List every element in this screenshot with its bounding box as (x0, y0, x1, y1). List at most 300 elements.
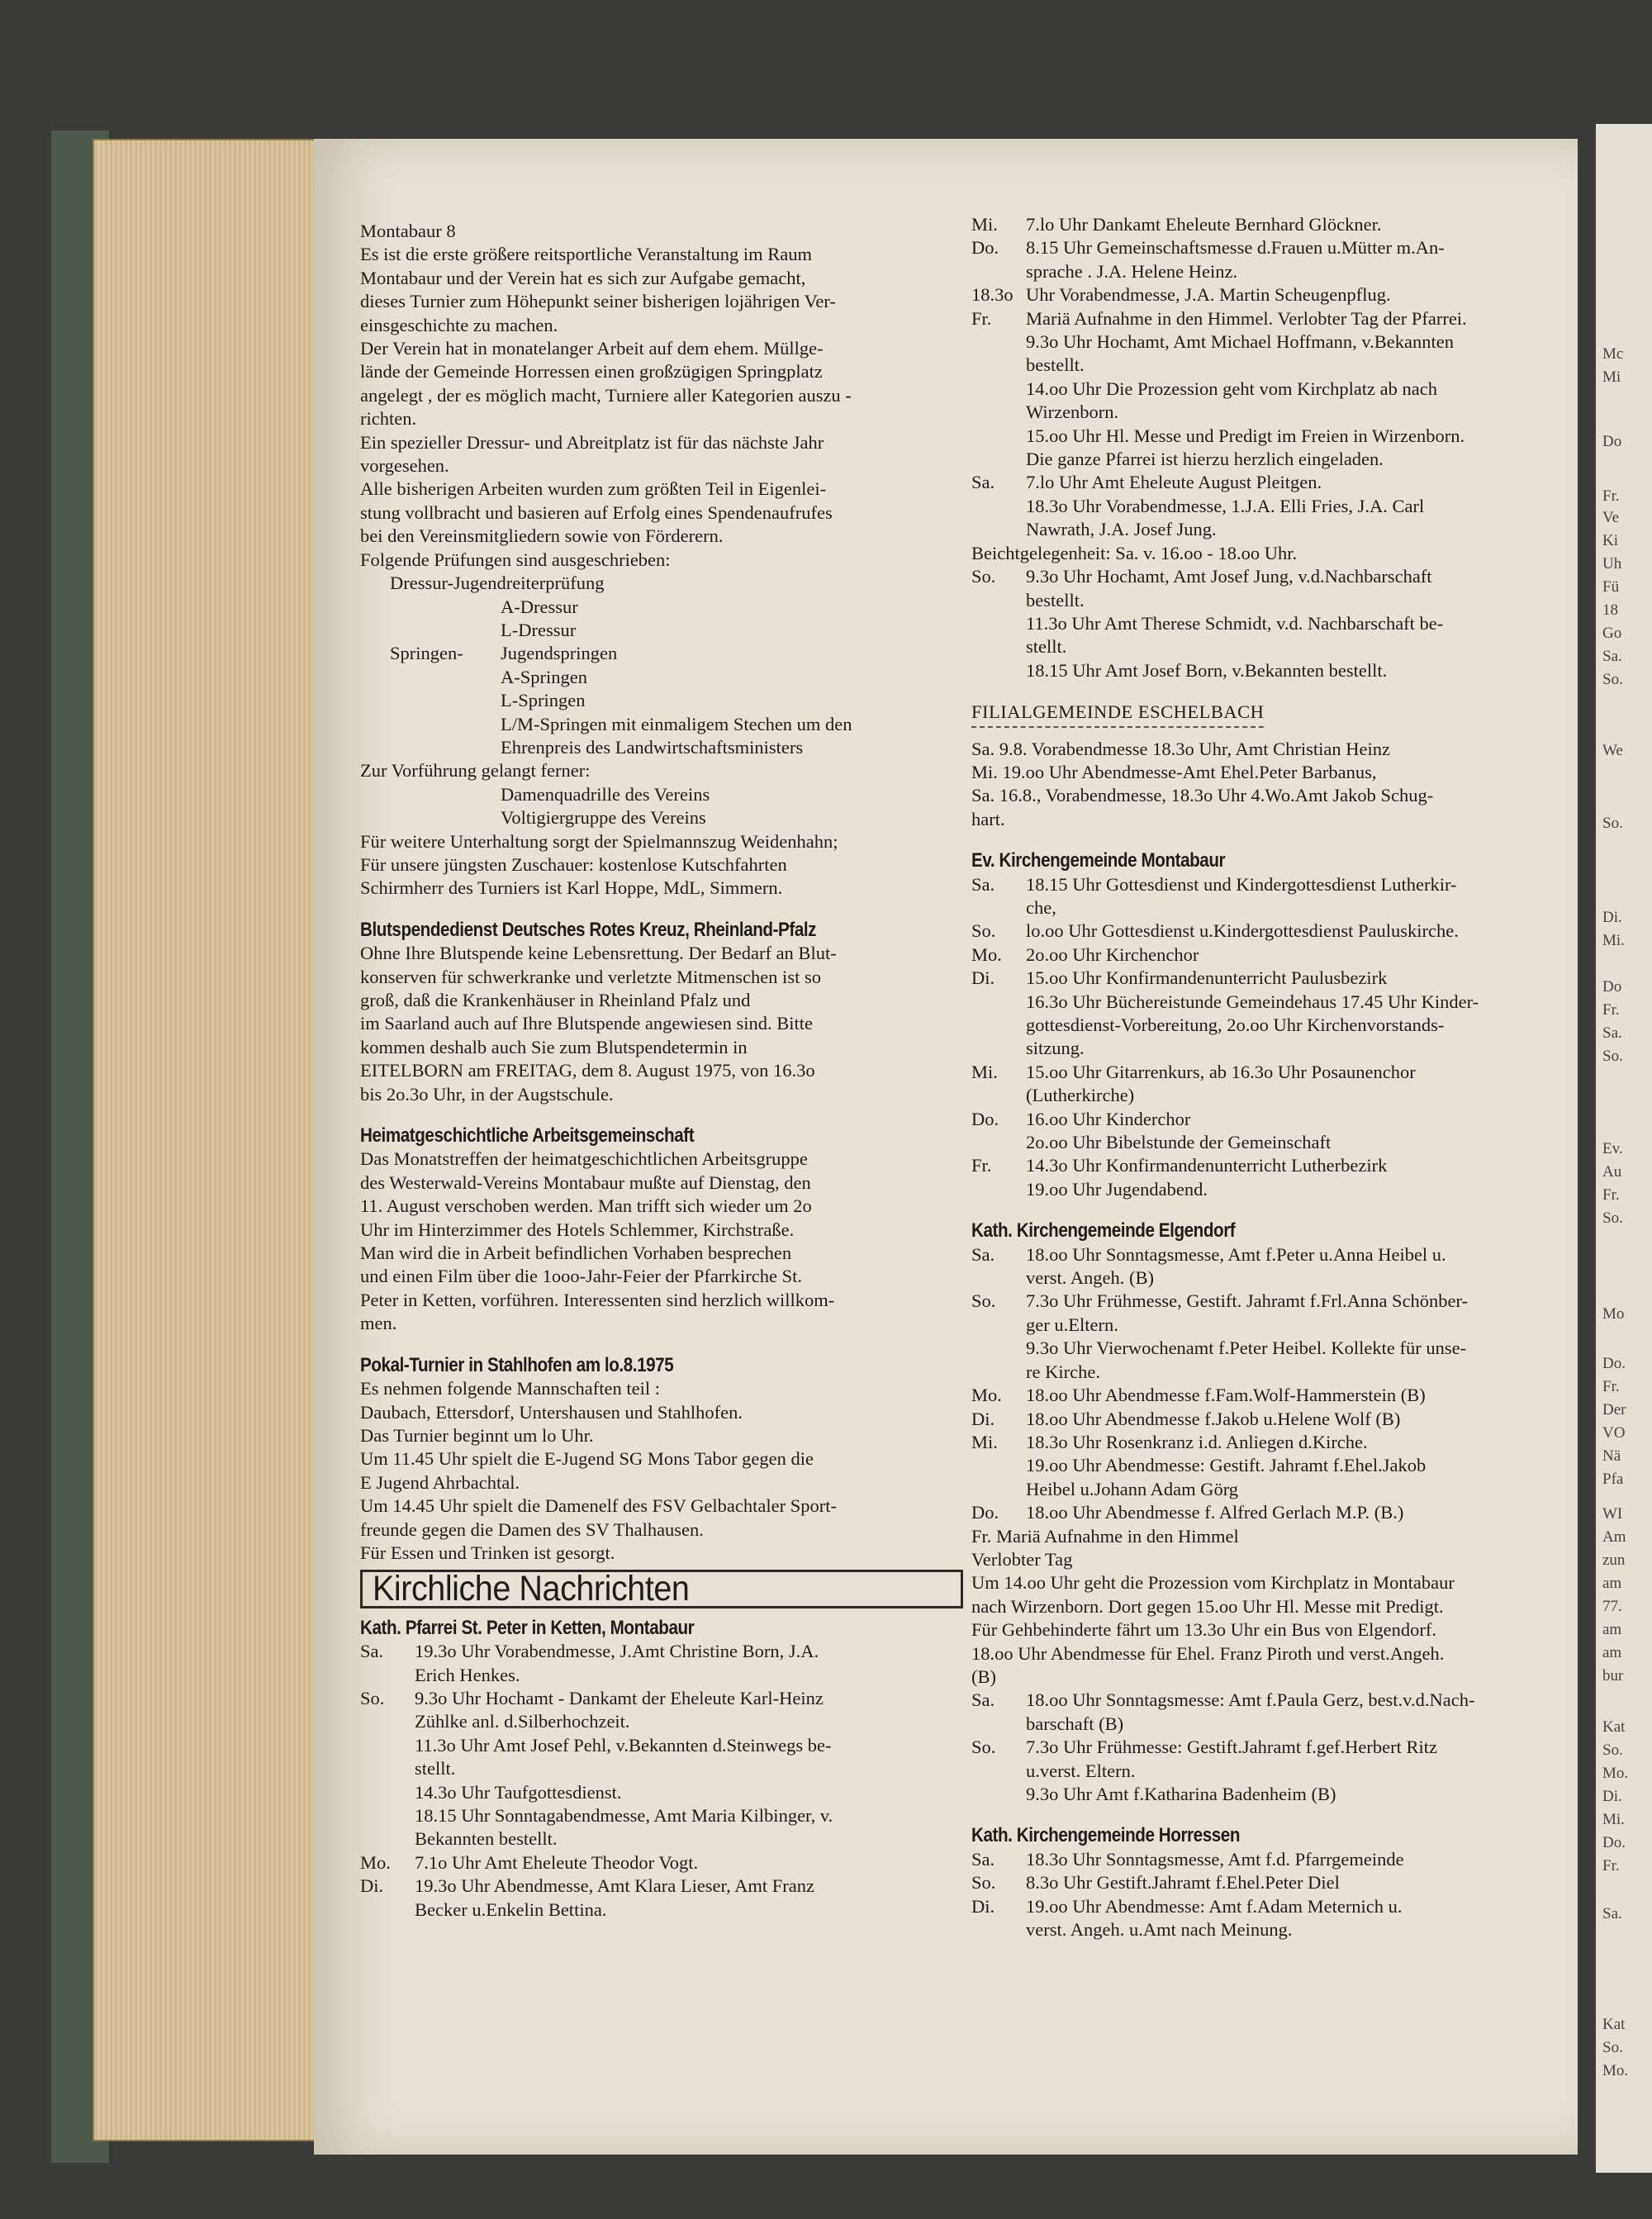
schedule-row (971, 213, 1583, 236)
schedule-row (971, 1361, 1583, 1384)
text-line: Uhr im Hinterzimmer des Hotels Schlemmer, Kirchstraße. (360, 1219, 795, 1240)
kirchliche-nachrichten-title: Kirchliche Nachrichten (373, 1569, 690, 1609)
next-page-text: So. (1602, 671, 1623, 688)
schedule-row (971, 518, 1583, 541)
day-label: Sa. (971, 1689, 995, 1711)
horressen-schedule (971, 1848, 1583, 1942)
eschelbach-text (971, 738, 1583, 832)
entry-text: 19.oo Uhr Abendmesse: Gestift. Jahramt f.Ehel.Jakob (1026, 1455, 1427, 1476)
text-line: 11. August verschoben werden. Man trifft sich wieder um 2o (360, 1195, 812, 1217)
entry-text: stellt. (415, 1758, 456, 1779)
day-label: Do. (971, 1502, 999, 1523)
day-label (971, 635, 1026, 658)
springen-item: Jugendspringen (501, 643, 618, 664)
text-line: Daubach, Ettersdorf, Untershausen und Stahlhofen. (360, 1401, 743, 1423)
ev-schedule (971, 873, 1583, 1202)
day-label: Di. (971, 967, 995, 989)
day-label (360, 1664, 415, 1687)
text-line: Montabaur und der Verein hat es sich zur Aufgabe gemacht, (360, 267, 806, 288)
beicht-line: Beichtgelegenheit: Sa. v. 16.oo - 18.oo Uhr. (971, 542, 1298, 563)
day-label (360, 1827, 415, 1851)
schedule-row (360, 1640, 955, 1663)
next-page-text: Do. (1602, 1355, 1626, 1372)
text-line: Man wird die in Arbeit befindlichen Vorhaben besprechen (360, 1243, 792, 1264)
entry-text: 18.oo Uhr Abendmesse f.Fam.Wolf-Hammerstein (B) (1026, 1385, 1426, 1406)
day-label (971, 354, 1026, 377)
ketten-heading: Kath. Pfarrei St. Peter in Ketten, Montabaur (360, 1616, 695, 1639)
entry-text: 15.oo Uhr Hl. Messe und Predigt im Freien in Wirzenborn. (1026, 425, 1465, 446)
next-page-text: bur (1602, 1667, 1624, 1684)
springen-label: Springen- (390, 643, 463, 664)
next-page-text: Go (1602, 625, 1622, 642)
next-page-text: Der (1602, 1401, 1626, 1418)
day-label (971, 1178, 1026, 1201)
text-line: Es nehmen folgende Mannschaften teil : (360, 1378, 661, 1399)
text-line: richten. (360, 408, 417, 430)
day-label (971, 1037, 1026, 1060)
next-page-text: We (1602, 742, 1623, 759)
day-label (971, 378, 1026, 401)
next-page-text: WI (1602, 1505, 1623, 1523)
text-line: nach Wirzenborn. Dort gegen 15.oo Uhr Hl. Messe mit Predigt. (971, 1595, 1444, 1617)
entry-text: che, (1026, 896, 1056, 918)
schedule-row (971, 401, 1583, 424)
next-page-text: am (1602, 1644, 1622, 1661)
schedule-row (360, 1757, 955, 1780)
schedule-row (971, 307, 1583, 330)
schedule-row (971, 330, 1583, 354)
schedule-row (971, 471, 1583, 494)
entry-text: 7.3o Uhr Frühmesse, Gestift. Jahramt f.Frl.Anna Schönber- (1026, 1290, 1469, 1312)
text-line: freunde gegen die Damen des SV Thalhausen. (360, 1518, 704, 1540)
next-page-text: Mc (1602, 345, 1624, 363)
text-line: Folgende Prüfungen sind ausgeschrieben: (360, 549, 671, 570)
entry-text: Bekannten bestellt. (415, 1828, 558, 1850)
day-label (971, 330, 1026, 354)
vorfuehrung-item: Damenquadrille des Vereins (501, 783, 710, 805)
entry-text: 15.oo Uhr Gitarrenkurs, ab 16.3o Uhr Posaunenchor (1026, 1061, 1416, 1082)
next-page-text: Do (1602, 433, 1622, 450)
entry-text: bestellt. (1026, 589, 1085, 611)
text-line: Montabaur 8 (360, 221, 456, 241)
schedule-row (971, 1178, 1583, 1201)
elgendorf-schedule (971, 1243, 1583, 1525)
text-line: und einen Film über die 1ooo-Jahr-Feier der Pfarrkirche St. (360, 1266, 803, 1287)
day-label (360, 1898, 415, 1922)
entry-text: Uhr Vorabendmesse, J.A. Martin Scheugenpflug. (1026, 284, 1391, 306)
day-label (971, 659, 1026, 682)
next-page-text: zun (1602, 1551, 1626, 1569)
day-label (971, 518, 1026, 541)
day-label: Di. (971, 1408, 995, 1429)
springen-item: L/M-Springen mit einmaligem Stechen um den (501, 713, 852, 734)
entry-text: ger u.Eltern. (1026, 1314, 1118, 1335)
text-line: (B) (971, 1665, 996, 1687)
day-label: So. (971, 1872, 996, 1894)
schedule-row (971, 236, 1583, 259)
text-line: Schirmherr des Turniers ist Karl Hoppe, MdL, Simmern. (360, 877, 783, 899)
entry-text: Wirzenborn. (1026, 402, 1119, 423)
schedule-row (971, 448, 1583, 471)
text-line: angelegt , der es möglich macht, Turniere aller Kategorien auszu - (360, 384, 852, 406)
next-page-text: Fr. (1602, 1186, 1620, 1204)
text-line: Um 14.oo Uhr geht die Prozession vom Kirchplatz in Montabaur (971, 1572, 1455, 1594)
next-page-text: Fr. (1602, 1857, 1620, 1875)
next-page-text: Au (1602, 1163, 1622, 1181)
day-label: Mo. (360, 1851, 391, 1873)
next-page-text: Am (1602, 1528, 1626, 1546)
text-line: Ohne Ihre Blutspende keine Lebensrettung. Der Bedarf an Blut- (360, 943, 837, 964)
day-label (971, 1314, 1026, 1337)
entry-text: barschaft (B) (1026, 1713, 1124, 1734)
entry-text: 11.3o Uhr Amt Therese Schmidt, v.d. Nachbarschaft be- (1026, 612, 1444, 634)
day-label (360, 1734, 415, 1757)
entry-text: lo.oo Uhr Gottesdienst u.Kindergottesdienst Pauluskirche. (1026, 920, 1459, 942)
text-line: bis 2o.3o Uhr, in der Augstschule. (360, 1083, 614, 1105)
entry-text: 18.15 Uhr Amt Josef Born, v.Bekannten bestellt. (1026, 659, 1388, 681)
schedule-row (360, 1781, 955, 1804)
schedule-row (971, 896, 1583, 919)
schedule-row (971, 1266, 1583, 1290)
day-label: Sa. (971, 1848, 995, 1870)
entry-text: 7.lo Uhr Dankamt Eheleute Bernhard Glöckner. (1026, 214, 1382, 235)
schedule-row (971, 378, 1583, 401)
entry-text: 2o.oo Uhr Bibelstunde der Gemeinschaft (1026, 1132, 1332, 1153)
entry-text: 7.1o Uhr Amt Eheleute Theodor Vogt. (415, 1851, 699, 1873)
day-label: Fr. (971, 307, 992, 329)
entry-text: 7.3o Uhr Frühmesse: Gestift.Jahramt f.gef.Herbert Ritz (1026, 1737, 1437, 1758)
schedule-row (971, 565, 1583, 588)
schedule-row (971, 1037, 1583, 1060)
next-page-text: Mi (1602, 368, 1621, 386)
schedule-row (971, 919, 1583, 943)
horressen-heading: Kath. Kirchengemeinde Horressen (971, 1824, 1241, 1847)
kirchliche-nachrichten-box (360, 1570, 963, 1608)
entry-text: 18.15 Uhr Sonntagabendmesse, Amt Maria Kilbinger, v. (415, 1805, 833, 1826)
elgendorf-schedule-2 (971, 1689, 1583, 1806)
day-label (360, 1804, 415, 1827)
day-label (360, 1757, 415, 1780)
schedule-row (360, 1827, 955, 1851)
heimat-text (360, 1148, 955, 1335)
next-page-text: Ve (1602, 509, 1620, 526)
day-label (971, 1454, 1026, 1477)
springen-block (360, 642, 955, 759)
vorfuehrung-item: Voltigiergruppe des Vereins (501, 807, 706, 829)
sunday-schedule (971, 565, 1583, 682)
page-edges (93, 139, 335, 2141)
ketten-schedule-continued (971, 213, 1583, 542)
schedule-row (971, 1689, 1583, 1712)
next-page-text: Fü (1602, 578, 1620, 596)
entry-text: 18.oo Uhr Sonntagsmesse: Amt f.Paula Gerz, best.v.d.Nach- (1026, 1689, 1475, 1711)
heimat-heading: Heimatgeschichtliche Arbeitsgemeinschaft (360, 1124, 695, 1148)
day-label: Do. (971, 1108, 999, 1129)
next-page-text: Uh (1602, 555, 1622, 573)
day-label: Sa. (971, 472, 995, 493)
schedule-row (971, 635, 1583, 658)
day-label: Mo. (971, 1385, 1002, 1406)
vorfuehrung-label: Zur Vorführung gelangt ferner: (360, 760, 591, 782)
entry-text: 18.3o Uhr Sonntagsmesse, Amt f.d. Pfarrgemeinde (1026, 1848, 1404, 1870)
next-page-text: Fr. (1602, 487, 1620, 505)
next-page-text: Do. (1602, 1834, 1626, 1851)
day-label (971, 448, 1026, 471)
schedule-row (971, 354, 1583, 377)
day-label (971, 589, 1026, 612)
entry-text: Becker u.Enkelin Bettina. (415, 1898, 607, 1920)
dressur-items (360, 596, 955, 643)
entry-text: 14.3o Uhr Taufgottesdienst. (415, 1781, 622, 1803)
next-page-text: Kat (1602, 2016, 1626, 2033)
text-line: Das Turnier beginnt um lo Uhr. (360, 1424, 594, 1446)
day-label (971, 1918, 1026, 1941)
next-page-text: So. (1602, 2039, 1623, 2056)
next-page-text: Sa. (1602, 1024, 1622, 1042)
schedule-row (971, 1290, 1583, 1313)
entry-text: Heibel u.Johann Adam Görg (1026, 1478, 1239, 1499)
next-page-text: Fr. (1602, 1001, 1620, 1019)
entry-text: 14.3o Uhr Konfirmandenunterricht Lutherbezirk (1026, 1155, 1388, 1176)
text-line: Der Verein hat in monatelanger Arbeit auf dem ehem. Müllge- (360, 338, 824, 359)
day-label: Di. (360, 1875, 384, 1897)
text-line: des Westerwald-Vereins Montabaur mußte auf Dienstag, den (360, 1171, 811, 1193)
entry-text: sitzung. (1026, 1038, 1085, 1059)
entry-text: 18.3o Uhr Rosenkranz i.d. Anliegen d.Kirche. (1026, 1431, 1368, 1452)
closing-lines (360, 830, 955, 900)
day-label (360, 1781, 415, 1804)
next-page-text: 18 (1602, 601, 1618, 619)
springen-item: L-Springen (501, 690, 586, 711)
schedule-row (360, 1710, 955, 1733)
day-label: Mi. (971, 1431, 998, 1452)
dressur-label: Dressur-Jugendreiterprüfung (390, 573, 605, 594)
schedule-row (971, 1783, 1583, 1806)
schedule-row (971, 495, 1583, 518)
text-line: bei den Vereinsmitgliedern sowie von Förderern. (360, 525, 724, 547)
entry-text: 15.oo Uhr Konfirmandenunterricht Paulusbezirk (1026, 967, 1388, 989)
day-label (971, 260, 1026, 283)
entry-text: 19.3o Uhr Abendmesse, Amt Klara Lieser, Amt Franz (415, 1875, 815, 1897)
entry-text: 8.3o Uhr Gestift.Jahramt f.Ehel.Peter Diel (1026, 1872, 1340, 1894)
entry-text: 9.3o Uhr Vierwochenamt f.Peter Heibel. Kollekte für unse- (1026, 1338, 1467, 1359)
entry-text: 19.oo Uhr Jugendabend. (1026, 1178, 1208, 1200)
schedule-row (971, 1895, 1583, 1918)
schedule-row (971, 1108, 1583, 1131)
schedule-row (971, 1478, 1583, 1501)
left-column (360, 220, 955, 1922)
next-page-text: Di. (1602, 909, 1622, 926)
entry-text: 7.lo Uhr Amt Eheleute August Pleitgen. (1026, 472, 1322, 493)
vorfuehrung-items (360, 783, 955, 830)
springen-item: Ehrenpreis des Landwirtschaftsministers (501, 736, 804, 758)
day-label: So. (971, 1290, 996, 1312)
text-line: konserven für schwerkranke und verletzte Mitmenschen ist so (360, 966, 821, 987)
text-line: Alle bisherigen Arbeiten wurden zum größten Teil in Eigenlei- (360, 478, 827, 500)
text-line: stung vollbracht und basieren auf Erfolg eines Spendenaufrufes (360, 501, 833, 523)
pokal-heading: Pokal-Turnier in Stahlhofen am lo.8.1975 (360, 1353, 674, 1376)
day-label: Mi. (971, 1061, 998, 1082)
text-line: groß, daß die Krankenhäuser in Rheinland Pfalz und (360, 990, 751, 1010)
schedule-row (360, 1898, 955, 1922)
schedule-row (971, 991, 1583, 1014)
text-line: Es ist die erste größere reitsportliche Veranstaltung im Raum (360, 244, 812, 265)
schedule-row (971, 1131, 1583, 1154)
day-label (971, 1266, 1026, 1290)
next-page-text: Fr. (1602, 1378, 1620, 1395)
schedule-row (971, 1736, 1583, 1759)
schedule-row (360, 1734, 955, 1757)
entry-text: re Kirche. (1026, 1361, 1100, 1382)
text-line: dieses Turnier zum Höhepunkt seiner bisherigen lojährigen Ver- (360, 291, 836, 312)
elgendorf-heading: Kath. Kirchengemeinde Elgendorf (971, 1219, 1236, 1243)
schedule-row (971, 1431, 1583, 1454)
schedule-row (971, 873, 1583, 896)
blutspende-text (360, 942, 955, 1106)
entry-text: stellt. (1026, 636, 1067, 658)
entry-text: 14.oo Uhr Die Prozession geht vom Kirchplatz ab nach (1026, 378, 1437, 399)
entry-text: 16.oo Uhr Kinderchor (1026, 1108, 1191, 1129)
schedule-row (971, 425, 1583, 448)
day-label (971, 1337, 1026, 1360)
entry-text: 11.3o Uhr Amt Josef Pehl, v.Bekannten d.Steinwegs be- (415, 1734, 832, 1756)
day-label: Do. (971, 237, 999, 259)
next-page-fragment (1596, 124, 1652, 2173)
entry-text: 16.3o Uhr Büchereistunde Gemeindehaus 17.45 Uhr Kinder- (1026, 991, 1479, 1012)
schedule-row (971, 1243, 1583, 1266)
day-label (971, 425, 1026, 448)
schedule-row (971, 1337, 1583, 1360)
text-line: Fr. Mariä Aufnahme in den Himmel (971, 1525, 1239, 1547)
text-line: Für Gehbehinderte fährt um 13.3o Uhr ein Bus von Elgendorf. (971, 1619, 1437, 1641)
next-page-text: Ev. (1602, 1140, 1623, 1157)
day-label (971, 1084, 1026, 1107)
entry-text: Die ganze Pfarrei ist hierzu herzlich eingeladen. (1026, 449, 1384, 470)
day-label (971, 1361, 1026, 1384)
day-label: So. (360, 1687, 385, 1708)
text-line: Für unsere jüngsten Zuschauer: kostenlose Kutschfahrten (360, 853, 787, 875)
day-label (971, 495, 1026, 518)
text-line: kommen deshalb auch Sie zum Blutspendetermin in (360, 1036, 748, 1057)
elgendorf-text (971, 1525, 1583, 1689)
schedule-row (971, 589, 1583, 612)
next-page-text: Sa. (1602, 648, 1622, 665)
text-line: lände der Gemeinde Horressen einen großzügigen Springplatz (360, 361, 823, 383)
day-label (971, 991, 1026, 1014)
text-line: Das Monatstreffen der heimatgeschichtlichen Arbeitsgruppe (360, 1148, 808, 1170)
day-label (971, 612, 1026, 635)
text-line: men. (360, 1313, 397, 1334)
schedule-row (971, 1061, 1583, 1084)
next-page-text: Do (1602, 978, 1622, 995)
intro-article (360, 220, 955, 572)
next-page-text: Kat (1602, 1718, 1626, 1736)
dressur-row (360, 572, 955, 595)
entry-text: bestellt. (1026, 354, 1085, 376)
day-label (360, 1710, 415, 1733)
entry-text: 9.3o Uhr Hochamt, Amt Michael Hoffmann, v.Bekannten (1026, 331, 1455, 353)
pokal-text (360, 1377, 955, 1565)
next-page-text: Mo (1602, 1305, 1625, 1323)
text-line: Peter in Ketten, vorführen. Interessenten sind herzlich willkom- (360, 1289, 835, 1310)
text-line: einsgeschichte zu machen. (360, 314, 558, 335)
next-page-text: So. (1602, 1741, 1623, 1759)
text-line: 18.oo Uhr Abendmesse für Ehel. Franz Piroth und verst.Angeh. (971, 1642, 1445, 1664)
schedule-row (971, 1014, 1583, 1037)
next-page-text: Mi. (1602, 932, 1625, 949)
entry-text: sprache . J.A. Helene Heinz. (1026, 260, 1238, 282)
schedule-row (971, 1848, 1583, 1871)
next-page-text: Ki (1602, 532, 1618, 549)
schedule-row (971, 967, 1583, 990)
text-line: im Saarland auch auf Ihre Blutspende angewiesen sind. Bitte (360, 1013, 813, 1034)
dressur-item: L-Dressur (501, 619, 577, 640)
entry-text: 9.3o Uhr Amt f.Katharina Badenheim (B) (1026, 1784, 1336, 1804)
entry-text: Mariä Aufnahme in den Himmel. Verlobter Tag der Pfarrei. (1026, 307, 1467, 329)
springen-item: A-Springen (501, 666, 587, 687)
schedule-row (360, 1804, 955, 1827)
schedule-row (971, 1760, 1583, 1783)
schedule-row (971, 659, 1583, 682)
entry-text: 18.oo Uhr Abendmesse f.Jakob u.Helene Wolf (B) (1026, 1408, 1401, 1429)
schedule-row (971, 1501, 1583, 1524)
day-label: So. (971, 566, 996, 587)
next-page-text: am (1602, 1621, 1622, 1638)
next-page-text: So. (1602, 815, 1623, 832)
schedule-row (971, 1713, 1583, 1736)
day-label (971, 401, 1026, 424)
entry-text: 2o.oo Uhr Kirchenchor (1026, 943, 1199, 965)
day-label (971, 1014, 1026, 1037)
next-page-text: Mo. (1602, 1765, 1629, 1782)
schedule-row (971, 612, 1583, 635)
text-line: Für Essen und Trinken ist gesorgt. (360, 1542, 615, 1563)
next-page-text: am (1602, 1575, 1622, 1592)
entry-text: 18.oo Uhr Sonntagsmesse, Amt f.Peter u.Anna Heibel u. (1026, 1243, 1446, 1265)
day-label: Sa. (971, 873, 995, 895)
entry-text: 19.3o Uhr Vorabendmesse, J.Amt Christine Born, J.A. (415, 1641, 819, 1662)
text-line: Sa. 16.8., Vorabendmesse, 18.3o Uhr 4.Wo.Amt Jakob Schug- (971, 785, 1434, 806)
next-page-text: Nä (1602, 1447, 1621, 1465)
day-label: Sa. (360, 1641, 384, 1662)
dressur-item: A-Dressur (501, 596, 578, 617)
entry-text: 9.3o Uhr Hochamt, Amt Josef Jung, v.d.Nachbarschaft (1026, 566, 1432, 587)
text-line: Verlobter Tag (971, 1548, 1073, 1570)
text-line: EITELBORN am FREITAG, dem 8. August 1975, von 16.3o (360, 1060, 815, 1081)
day-label: Di. (971, 1895, 995, 1917)
schedule-row (360, 1875, 955, 1898)
text-line: Um 11.45 Uhr spielt die E-Jugend SG Mons Tabor gegen die (360, 1448, 814, 1470)
entry-text: Zühlke anl. d.Silberhochzeit. (415, 1711, 630, 1732)
blutspende-heading: Blutspendedienst Deutsches Rotes Kreuz, Rheinland-Pfalz (360, 918, 817, 941)
next-page-text: So. (1602, 1209, 1623, 1227)
eschelbach-heading: FILIALGEMEINDE ESCHELBACH (971, 701, 1264, 727)
ketten-schedule (360, 1640, 955, 1922)
next-page-text: So. (1602, 1048, 1623, 1065)
entry-text: 8.15 Uhr Gemeinschaftsmesse d.Frauen u.Mütter m.An- (1026, 237, 1445, 259)
entry-text: Nawrath, J.A. Josef Jung. (1026, 519, 1217, 540)
next-page-text: Sa. (1602, 1905, 1622, 1922)
day-label (971, 896, 1026, 919)
right-column (971, 213, 1583, 1941)
text-line: Mi. 19.oo Uhr Abendmesse-Amt Ehel.Peter Barbanus, (971, 761, 1377, 782)
day-label (971, 1131, 1026, 1154)
schedule-row (971, 1084, 1583, 1107)
day-label: Mo. (971, 943, 1002, 965)
day-label (971, 1783, 1026, 1806)
schedule-row (971, 1154, 1583, 1177)
entry-text: 18.3o Uhr Vorabendmesse, 1.J.A. Elli Fries, J.A. Carl (1026, 495, 1425, 516)
